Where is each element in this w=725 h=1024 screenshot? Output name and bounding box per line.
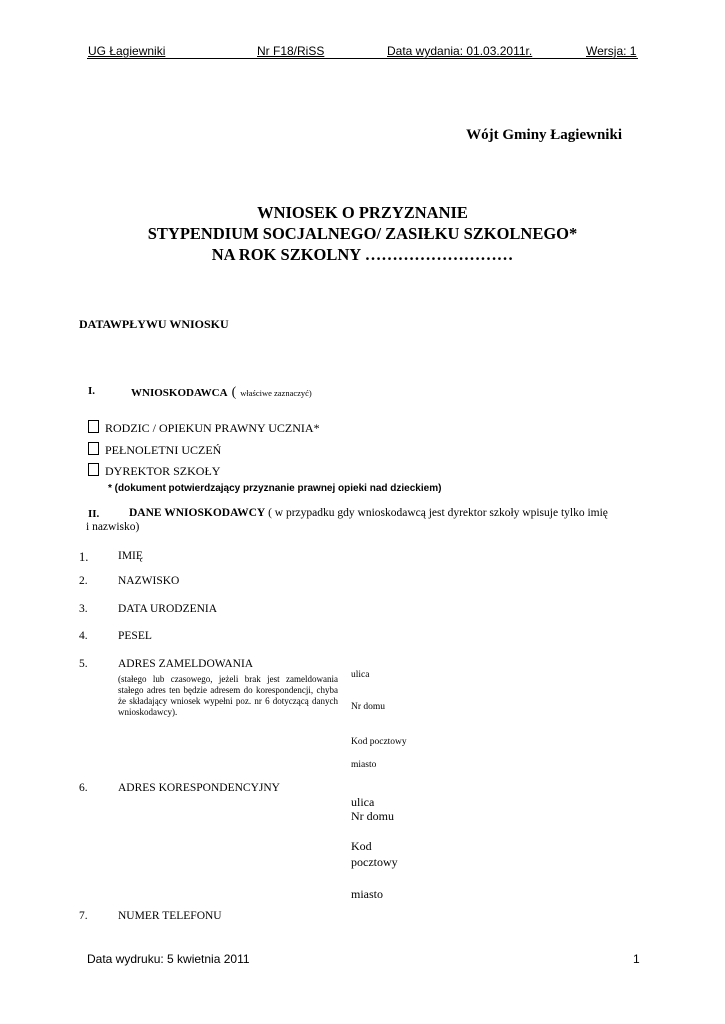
field-number: 2. (79, 575, 88, 587)
option-adult-student[interactable] (88, 442, 221, 458)
address-house-number-label: Nr domu (351, 702, 386, 712)
checkbox-parent[interactable] (88, 420, 99, 433)
header-version: Wersja: 1 (586, 44, 637, 58)
option-principal[interactable] (88, 463, 220, 479)
section1-paren: ( (231, 385, 237, 400)
form-title-line1: WNIOSEK O PRZYZNANIE (257, 203, 468, 222)
checkbox-principal[interactable] (88, 463, 99, 476)
section1-title: WNIOSKODAWCA (131, 387, 228, 399)
field-label-correspondence-address: ADRES KORESPONDENCYJNY (118, 782, 280, 794)
checkbox-adult-student[interactable] (88, 442, 99, 455)
field-number: 3. (79, 603, 88, 615)
field-label-pesel: PESEL (118, 630, 152, 642)
field-number: 4. (79, 630, 88, 642)
correspondence-street-label: ulica (351, 795, 375, 809)
address-postal-code-label: Kod pocztowy (351, 737, 407, 747)
correspondence-postal-code-label-a: Kod (351, 839, 372, 853)
address-street-label: ulica (351, 670, 370, 680)
field-number: 7. (79, 910, 88, 922)
field-number: 1. (79, 550, 89, 564)
section1-number: I. (88, 385, 96, 397)
field-label-registered-address: ADRES ZAMELDOWANIA (118, 658, 254, 670)
section2-number: II. (88, 508, 100, 520)
addressee: Wójt Gminy Łagiewniki (466, 127, 622, 143)
section2-note-cont: i nazwisko) (86, 521, 140, 533)
header-issue-date: Data wydania: 01.03.2011r. (387, 44, 533, 58)
header-doc-number: Nr F18/RiSS (257, 44, 325, 58)
section2-heading (129, 507, 608, 519)
option-parent-label: RODZIC / OPIEKUN PRAWNY UCZNIA* (105, 421, 320, 435)
form-title-line3: NA ROK SZKOLNY ……………………… (211, 245, 514, 264)
form-title-line2: STYPENDIUM SOCJALNEGO/ ZASIŁKU SZKOLNEGO* (147, 224, 578, 243)
correspondence-city-label: miasto (351, 887, 383, 901)
field-label-last-name: NAZWISKO (118, 575, 180, 587)
guardian-footnote: * (dokument potwierdzający przyznanie prawnej opieki nad dzieckiem) (108, 483, 442, 494)
field-label-first-name: IMIĘ (118, 550, 143, 562)
field-label-birth-date: DATA URODZENIA (118, 603, 218, 615)
option-principal-label: DYREKTOR SZKOŁY (105, 464, 221, 478)
correspondence-postal-code-label-b: pocztowy (351, 855, 398, 869)
field-label-phone: NUMER TELEFONU (118, 910, 222, 922)
field-number: 6. (79, 782, 88, 794)
section1-hint: właściwe zaznaczyć) (240, 388, 312, 398)
address-city-label: miasto (351, 760, 377, 770)
registered-address-note: (stałego lub czasowego, jeżeli brak jest zameldowania stałego adres ten będzie adresem do korespondencji, chyba że składający wniosek wypełni poz. nr 6 dotyczącą danych wnioskodawcy). (118, 674, 338, 717)
field-number: 5. (79, 658, 88, 670)
header-rule (87, 58, 638, 59)
correspondence-house-number-label: Nr domu (351, 809, 394, 823)
section1-heading (131, 383, 312, 401)
section2-note: ( w przypadku gdy wnioskodawcą jest dyrektor szkoły wpisuje tylko imię (268, 507, 608, 519)
option-parent[interactable] (88, 420, 320, 436)
receipt-date-label: DATAWPŁYWU WNIOSKU (79, 317, 229, 331)
header-office: UG Łagiewniki (88, 44, 166, 58)
footer-print-date: Data wydruku: 5 kwietnia 2011 (87, 952, 250, 966)
option-adult-student-label: PEŁNOLETNI UCZEŃ (105, 443, 222, 457)
section2-title: DANE WNIOSKODAWCY (129, 507, 266, 519)
footer-page-number: 1 (633, 952, 640, 966)
